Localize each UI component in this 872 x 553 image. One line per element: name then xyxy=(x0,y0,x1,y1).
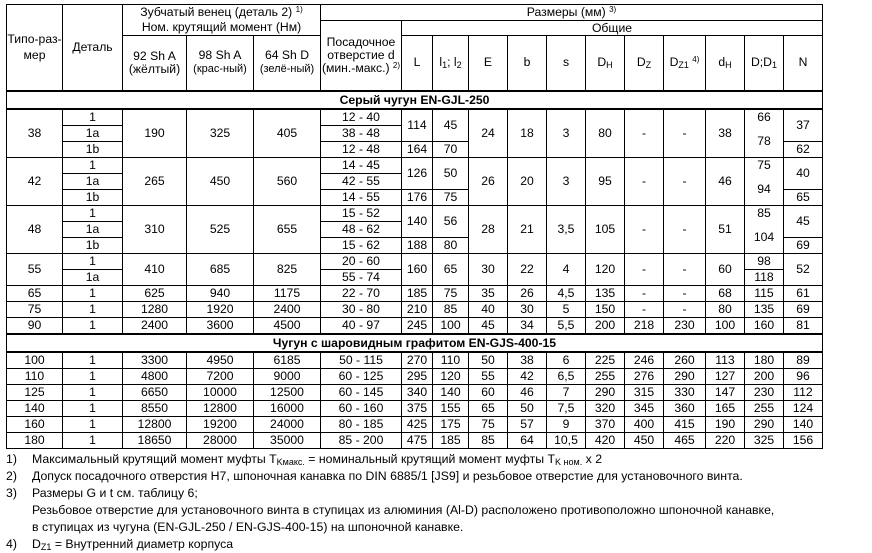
table-cell: 164 xyxy=(402,141,433,157)
table-cell: 120 xyxy=(433,368,469,384)
table-cell: 65 xyxy=(433,253,469,285)
header-general: Общие xyxy=(402,21,823,36)
table-cell: 38 xyxy=(706,109,745,158)
header-shore-92: 92 Sh A (жёлтый) xyxy=(123,36,187,91)
table-cell: 62 xyxy=(784,141,823,157)
spec-table-wrap xyxy=(6,4,823,449)
table-cell: 24 xyxy=(469,109,508,158)
table-cell: 290 xyxy=(745,416,784,432)
table-cell: 405 xyxy=(254,109,321,158)
table-cell: 89 xyxy=(784,352,823,369)
table-cell: 65 xyxy=(469,400,508,416)
table-cell: 26 xyxy=(469,157,508,205)
table-cell: 330 xyxy=(664,384,706,400)
table-cell: - xyxy=(625,157,664,205)
table-cell: 12800 xyxy=(187,400,254,416)
table-cell: - xyxy=(625,301,664,317)
size-cell: 38 xyxy=(7,109,63,158)
table-cell: 5,5 xyxy=(547,317,586,334)
table-cell: 75 xyxy=(433,285,469,301)
table-cell: 1 xyxy=(63,432,123,448)
table-cell: 30 xyxy=(469,253,508,285)
table-cell: 255 xyxy=(586,368,625,384)
bore-cell: 15 - 52 xyxy=(321,205,402,221)
table-cell: 3,5 xyxy=(547,205,586,253)
table-cell: 1175 xyxy=(254,285,321,301)
part-cell: 1 xyxy=(63,205,123,221)
table-cell: 185 xyxy=(433,432,469,448)
table-cell: 55 xyxy=(469,368,508,384)
table-cell: 126 xyxy=(402,157,433,189)
table-cell: 20 xyxy=(508,157,547,205)
table-row xyxy=(7,352,823,369)
table-cell: 3 xyxy=(547,157,586,205)
table-cell: 26 xyxy=(508,285,547,301)
table-cell: 8550 xyxy=(123,400,187,416)
table-cell: 147 xyxy=(706,384,745,400)
table-cell: 78 xyxy=(745,125,784,157)
table-cell: 35 xyxy=(469,285,508,301)
footnote-4: 4) $D_{Z1}$ = Внутренний диаметр корпуса xyxy=(6,537,234,552)
table-cell: - xyxy=(625,285,664,301)
table-cell: 245 xyxy=(402,317,433,334)
table-cell: 38 xyxy=(508,352,547,369)
table-cell: 3600 xyxy=(187,317,254,334)
header-L: L xyxy=(402,36,433,91)
table-cell: 220 xyxy=(706,432,745,448)
table-cell: 24000 xyxy=(254,416,321,432)
table-cell: 1920 xyxy=(187,301,254,317)
table-cell: 42 xyxy=(508,368,547,384)
table-cell: 255 xyxy=(745,400,784,416)
table-cell: 7200 xyxy=(187,368,254,384)
part-cell: 1b xyxy=(63,237,123,253)
header-DH: $D_H$ xyxy=(586,36,625,91)
header-b: b xyxy=(508,36,547,91)
section-title: Чугун с шаровидным графитом EN-GJS-400-15 xyxy=(7,334,823,352)
table-cell: - xyxy=(664,205,706,253)
table-cell: 1 xyxy=(63,416,123,432)
table-row xyxy=(7,384,823,400)
table-cell: 75 xyxy=(745,157,784,173)
part-cell: 1b xyxy=(63,189,123,205)
table-cell: 30 xyxy=(508,301,547,317)
table-cell: 3300 xyxy=(123,352,187,369)
table-cell: 685 xyxy=(187,253,254,285)
table-cell: 104 xyxy=(745,221,784,253)
part-cell: 1b xyxy=(63,141,123,157)
table-cell: 60 - 125 xyxy=(321,368,402,384)
table-cell: 45 xyxy=(784,205,823,237)
table-cell: 290 xyxy=(664,368,706,384)
bore-cell: 12 - 40 xyxy=(321,109,402,126)
table-cell: 940 xyxy=(187,285,254,301)
table-cell: 2400 xyxy=(123,317,187,334)
table-cell: 140 xyxy=(784,416,823,432)
table-cell: 50 - 115 xyxy=(321,352,402,369)
table-row xyxy=(7,368,823,384)
table-cell: 127 xyxy=(706,368,745,384)
table-cell: 425 xyxy=(402,416,433,432)
table-cell: 22 xyxy=(508,253,547,285)
table-cell: 45 xyxy=(433,109,469,142)
table-cell: 4 xyxy=(547,253,586,285)
size-cell: 42 xyxy=(7,157,63,205)
table-cell: 30 - 80 xyxy=(321,301,402,317)
table-cell: 69 xyxy=(784,237,823,253)
table-cell: 40 xyxy=(469,301,508,317)
table-cell: 375 xyxy=(402,400,433,416)
table-cell: 4800 xyxy=(123,368,187,384)
table-cell: 4500 xyxy=(254,317,321,334)
table-cell: 265 xyxy=(123,157,187,205)
table-cell: 100 xyxy=(7,352,63,369)
table-cell: 66 xyxy=(745,109,784,126)
table-cell: 50 xyxy=(433,157,469,189)
bore-cell: 14 - 55 xyxy=(321,189,402,205)
table-cell: 4,5 xyxy=(547,285,586,301)
table-cell: 100 xyxy=(706,317,745,334)
table-cell: 90 xyxy=(7,317,63,334)
table-cell: 85 xyxy=(469,432,508,448)
table-cell: 18 xyxy=(508,109,547,158)
table-cell: 118 xyxy=(745,269,784,285)
header-N: N xyxy=(784,36,823,91)
size-cell: 48 xyxy=(7,205,63,253)
table-cell: 325 xyxy=(187,109,254,158)
table-cell: 360 xyxy=(664,400,706,416)
table-cell: 295 xyxy=(402,368,433,384)
table-cell: 75 xyxy=(7,301,63,317)
table-cell: 120 xyxy=(586,253,625,285)
table-cell: 5 xyxy=(547,301,586,317)
header-E: E xyxy=(469,36,508,91)
table-cell: 1 xyxy=(63,285,123,301)
table-cell: 70 xyxy=(433,141,469,157)
table-cell: 85 xyxy=(433,301,469,317)
table-body xyxy=(7,91,823,449)
table-cell: 525 xyxy=(187,205,254,253)
table-cell: 40 - 97 xyxy=(321,317,402,334)
table-cell: 6185 xyxy=(254,352,321,369)
table-cell: 175 xyxy=(433,416,469,432)
table-cell: 825 xyxy=(254,253,321,285)
bore-cell: 20 - 60 xyxy=(321,253,402,269)
table-row xyxy=(7,432,823,448)
table-cell: 85 - 200 xyxy=(321,432,402,448)
table-cell: 124 xyxy=(784,400,823,416)
table-cell: 112 xyxy=(784,384,823,400)
table-cell: 1 xyxy=(63,400,123,416)
table-cell: 560 xyxy=(254,157,321,205)
table-cell: 310 xyxy=(123,205,187,253)
header-dH: $d_H$ xyxy=(706,36,745,91)
table-row xyxy=(7,301,823,317)
coupling-spec-table xyxy=(6,4,823,449)
table-cell: 100 xyxy=(433,317,469,334)
table-cell: 80 xyxy=(586,109,625,158)
table-cell: 110 xyxy=(7,368,63,384)
table-cell: 325 xyxy=(745,432,784,448)
table-cell: 46 xyxy=(508,384,547,400)
table-cell: 65 xyxy=(7,285,63,301)
table-cell: 22 - 70 xyxy=(321,285,402,301)
header-gear: Зубчатый венец (деталь 2) $^{1)}$ xyxy=(123,5,321,21)
table-cell: 85 xyxy=(745,205,784,221)
table-row xyxy=(7,416,823,432)
table-cell: - xyxy=(664,285,706,301)
table-cell: 2400 xyxy=(254,301,321,317)
table-cell: 10,5 xyxy=(547,432,586,448)
table-cell: 1 xyxy=(63,352,123,369)
table-cell: 125 xyxy=(7,384,63,400)
bore-cell: 48 - 62 xyxy=(321,221,402,237)
header-Dz1: $D_{Z1}$ $^{4)}$ xyxy=(664,36,706,91)
table-cell: 260 xyxy=(664,352,706,369)
table-cell: 64 xyxy=(508,432,547,448)
table-cell: 61 xyxy=(784,285,823,301)
table-cell: 50 xyxy=(508,400,547,416)
table-cell: 18650 xyxy=(123,432,187,448)
table-row xyxy=(7,317,823,334)
table-cell: 475 xyxy=(402,432,433,448)
table-cell: 1 xyxy=(63,384,123,400)
table-cell: 75 xyxy=(433,189,469,205)
table-cell: 60 xyxy=(469,384,508,400)
table-cell: 105 xyxy=(586,205,625,253)
table-cell: 50 xyxy=(469,352,508,369)
table-cell: 7 xyxy=(547,384,586,400)
table-cell: 46 xyxy=(706,157,745,205)
bore-cell: 38 - 48 xyxy=(321,125,402,141)
table-cell: 52 xyxy=(784,253,823,285)
table-cell: 415 xyxy=(664,416,706,432)
table-cell: 190 xyxy=(706,416,745,432)
header-dimensions: Размеры (мм) $^{3)}$ xyxy=(321,5,823,21)
header-shore-64: 64 Sh D (зелё-ный) xyxy=(254,36,321,91)
header-typesize: Типо-раз-мер xyxy=(7,5,63,91)
section-ductile-iron xyxy=(7,334,823,352)
header-part: Деталь xyxy=(63,5,123,91)
header-s: s xyxy=(547,36,586,91)
table-cell: 6 xyxy=(547,352,586,369)
part-cell: 1 xyxy=(63,253,123,269)
section-grey-iron xyxy=(7,91,823,109)
header-Dz: $D_Z$ xyxy=(625,36,664,91)
table-cell: 290 xyxy=(586,384,625,400)
table-cell: 96 xyxy=(784,368,823,384)
footnote-3: 3) Размеры G и t см. таблицу 6; Резьбовое отверстие для установочного винта в ступицах из алюминия (Al-D) расположено противоположно шпоночной канавке, в ступицах из чугуна (EN-GJL-250 / EN-GJS-400-15) на шпоночной канавке. xyxy=(6,486,775,534)
table-cell: 156 xyxy=(784,432,823,448)
table-cell: 80 xyxy=(433,237,469,253)
table-cell: 10000 xyxy=(187,384,254,400)
table-cell: 246 xyxy=(625,352,664,369)
table-cell: 188 xyxy=(402,237,433,253)
table-cell: 180 xyxy=(7,432,63,448)
table-row xyxy=(7,205,823,221)
table-cell: 35000 xyxy=(254,432,321,448)
table-cell: 160 xyxy=(402,253,433,285)
table-cell: 40 xyxy=(784,157,823,189)
part-cell: 1 xyxy=(63,109,123,126)
table-cell: 9 xyxy=(547,416,586,432)
part-cell: 1a xyxy=(63,221,123,237)
table-cell: 200 xyxy=(745,368,784,384)
table-cell: 57 xyxy=(508,416,547,432)
header-shore-98: 98 Sh A (крас-ный) xyxy=(187,36,254,91)
table-cell: 176 xyxy=(402,189,433,205)
footnote-2: 2) Допуск посадочного отверстия H7, шпоночная канавка по DIN 6885/1 [JS9] и резьбовое отверстие для установочного винта. xyxy=(6,469,743,483)
table-cell: 165 xyxy=(706,400,745,416)
table-cell: 114 xyxy=(402,109,433,142)
table-cell: 1280 xyxy=(123,301,187,317)
table-cell: 160 xyxy=(745,317,784,334)
table-cell: 315 xyxy=(625,384,664,400)
table-cell: 56 xyxy=(433,205,469,237)
table-cell: 75 xyxy=(469,416,508,432)
table-cell: 68 xyxy=(706,285,745,301)
header-torque: Ном. крутящий момент (Нм) xyxy=(123,21,321,36)
table-cell: 1 xyxy=(63,301,123,317)
table-cell: 6,5 xyxy=(547,368,586,384)
section-title: Серый чугун EN-GJL-250 xyxy=(7,91,823,109)
header-bore: Посадочное отверстие d (мин.-макс.) $^{2)}$ xyxy=(321,21,402,91)
table-cell: 140 xyxy=(402,205,433,237)
part-cell: 1a xyxy=(63,125,123,141)
table-cell: 160 xyxy=(7,416,63,432)
table-cell: 190 xyxy=(123,109,187,158)
table-cell: 98 xyxy=(745,253,784,269)
footnote-1: 1) Максимальный крутящий момент муфты $T_{Kмакс.}$ = номинальный крутящий момент муфты $T_{K ном.}$ x 2 xyxy=(6,452,603,467)
bore-cell: 12 - 48 xyxy=(321,141,402,157)
table-cell: 185 xyxy=(402,285,433,301)
table-cell: 218 xyxy=(625,317,664,334)
size-cell: 55 xyxy=(7,253,63,285)
table-cell: 12800 xyxy=(123,416,187,432)
table-cell: 60 - 145 xyxy=(321,384,402,400)
table-cell: 420 xyxy=(586,432,625,448)
header-l1-l2: $l_1$; $l_2$ xyxy=(433,36,469,91)
table-cell: 625 xyxy=(123,285,187,301)
part-cell: 1a xyxy=(63,269,123,285)
table-cell: 80 - 185 xyxy=(321,416,402,432)
table-cell: - xyxy=(664,253,706,285)
table-cell: 3 xyxy=(547,109,586,158)
table-cell: 370 xyxy=(586,416,625,432)
table-cell: 9000 xyxy=(254,368,321,384)
table-row xyxy=(7,109,823,126)
table-cell: 180 xyxy=(745,352,784,369)
table-cell: 655 xyxy=(254,205,321,253)
table-cell: 465 xyxy=(664,432,706,448)
table-cell: 69 xyxy=(784,301,823,317)
header-D-D1: $D;D_1$ xyxy=(745,36,784,91)
table-cell: 6650 xyxy=(123,384,187,400)
table-cell: 28000 xyxy=(187,432,254,448)
table-cell: 7,5 xyxy=(547,400,586,416)
table-cell: 34 xyxy=(508,317,547,334)
table-cell: - xyxy=(625,109,664,158)
table-row xyxy=(7,253,823,269)
table-cell: - xyxy=(625,253,664,285)
bore-cell: 14 - 45 xyxy=(321,157,402,173)
table-cell: 225 xyxy=(586,352,625,369)
table-cell: 400 xyxy=(625,416,664,432)
table-cell: 4950 xyxy=(187,352,254,369)
table-cell: 12500 xyxy=(254,384,321,400)
table-cell: 37 xyxy=(784,109,823,142)
table-cell: 320 xyxy=(586,400,625,416)
table-cell: 19200 xyxy=(187,416,254,432)
bore-cell: 55 - 74 xyxy=(321,269,402,285)
table-cell: 60 xyxy=(706,253,745,285)
table-cell: 210 xyxy=(402,301,433,317)
table-cell: 140 xyxy=(433,384,469,400)
table-cell: 230 xyxy=(745,384,784,400)
table-cell: 51 xyxy=(706,205,745,253)
table-cell: 110 xyxy=(433,352,469,369)
footnotes xyxy=(6,451,774,553)
table-cell: 276 xyxy=(625,368,664,384)
table-cell: 450 xyxy=(625,432,664,448)
table-cell: 410 xyxy=(123,253,187,285)
bore-cell: 42 - 55 xyxy=(321,173,402,189)
table-cell: 94 xyxy=(745,173,784,205)
table-row xyxy=(7,400,823,416)
table-cell: - xyxy=(664,109,706,158)
table-cell: 150 xyxy=(586,301,625,317)
bore-cell: 15 - 62 xyxy=(321,237,402,253)
table-cell: 60 - 160 xyxy=(321,400,402,416)
table-cell: 140 xyxy=(7,400,63,416)
table-cell: 81 xyxy=(784,317,823,334)
table-cell: 95 xyxy=(586,157,625,205)
table-cell: 230 xyxy=(664,317,706,334)
table-cell: 16000 xyxy=(254,400,321,416)
part-cell: 1a xyxy=(63,173,123,189)
table-cell: 270 xyxy=(402,352,433,369)
table-cell: 80 xyxy=(706,301,745,317)
table-cell: 135 xyxy=(745,301,784,317)
table-cell: 340 xyxy=(402,384,433,400)
table-cell: - xyxy=(664,301,706,317)
table-row xyxy=(7,285,823,301)
table-cell: 450 xyxy=(187,157,254,205)
table-row xyxy=(7,157,823,173)
table-cell: 1 xyxy=(63,317,123,334)
table-cell: - xyxy=(625,205,664,253)
table-cell: - xyxy=(664,157,706,205)
table-cell: 45 xyxy=(469,317,508,334)
table-cell: 135 xyxy=(586,285,625,301)
table-cell: 345 xyxy=(625,400,664,416)
table-cell: 155 xyxy=(433,400,469,416)
table-cell: 200 xyxy=(586,317,625,334)
table-cell: 115 xyxy=(745,285,784,301)
part-cell: 1 xyxy=(63,157,123,173)
table-cell: 113 xyxy=(706,352,745,369)
table-cell: 1 xyxy=(63,368,123,384)
table-cell: 65 xyxy=(784,189,823,205)
table-cell: 28 xyxy=(469,205,508,253)
table-cell: 21 xyxy=(508,205,547,253)
